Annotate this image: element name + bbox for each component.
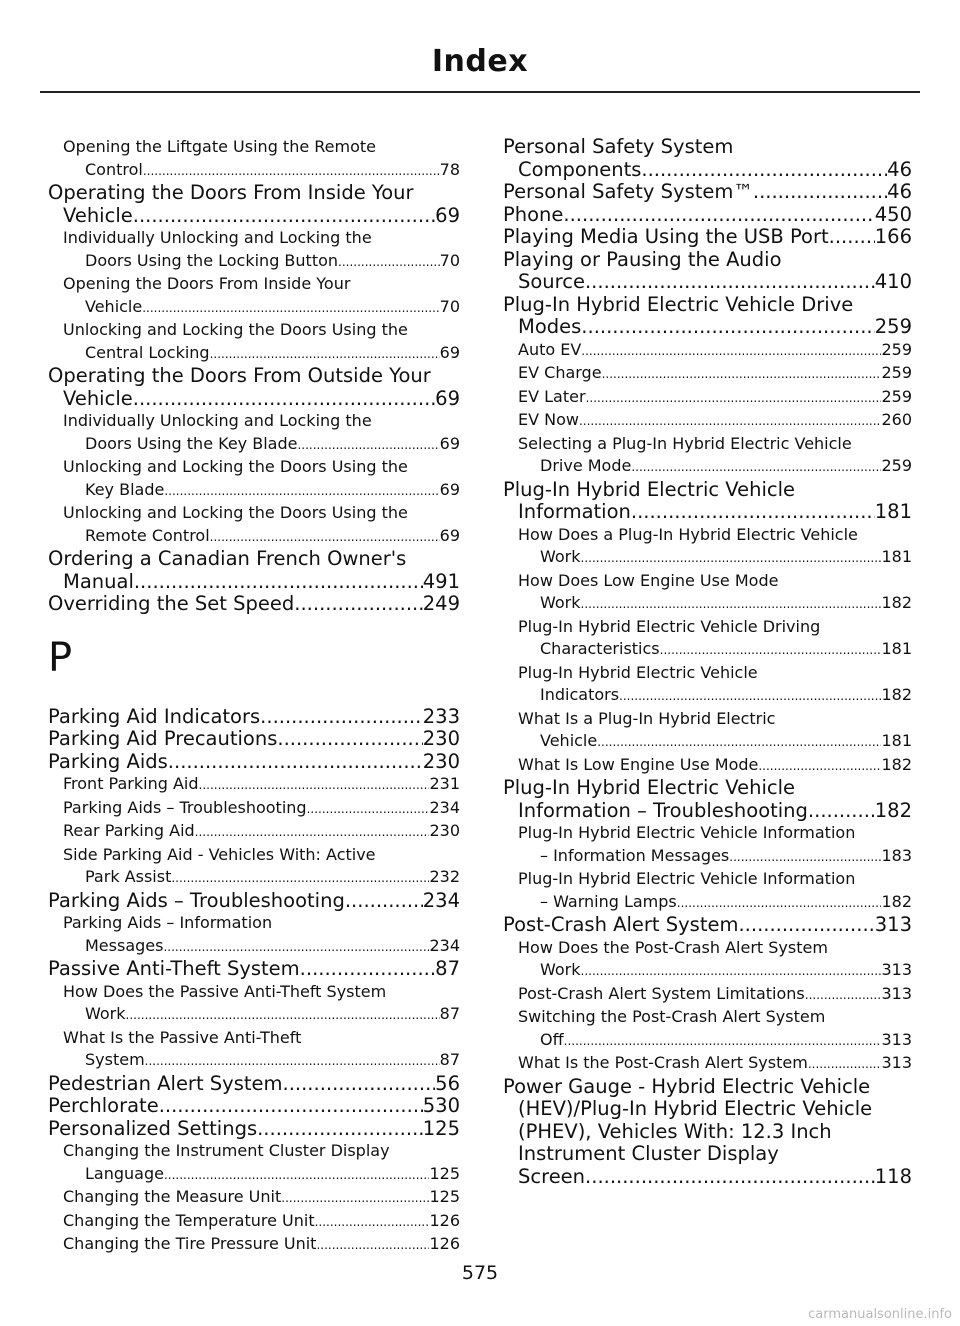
dot-leader	[134, 571, 423, 594]
page-ref[interactable]: 181	[874, 500, 912, 523]
index-subentry[interactable]	[48, 844, 460, 890]
index-subentry[interactable]	[503, 822, 912, 868]
page-ref[interactable]: 230	[429, 821, 460, 840]
index-subentry[interactable]	[48, 410, 460, 456]
page-ref[interactable]: 230	[422, 727, 460, 750]
dot-leader	[729, 846, 881, 869]
index-entry[interactable]	[48, 1118, 460, 1141]
dot-leader	[602, 363, 882, 386]
page-ref[interactable]: 125	[429, 1163, 460, 1183]
entry-text: Plug-In Hybrid Electric Vehicle Information	[518, 869, 856, 888]
entry-text: Indicators	[540, 685, 620, 704]
entry-text: Individually Unlocking and Locking the	[63, 411, 372, 430]
dot-leader	[171, 867, 429, 890]
dot-leader	[277, 728, 422, 751]
page-ref[interactable]: 181	[881, 639, 912, 658]
entry-text: Ordering a Canadian French Owner's	[48, 547, 407, 570]
entry-text: EV Later	[518, 386, 586, 406]
dot-leader	[164, 480, 439, 503]
entry-text: Power Gauge - Hybrid Electric Vehicle	[503, 1074, 871, 1098]
entry-text: Playing or Pausing the Audio	[503, 247, 782, 271]
dot-leader	[631, 501, 875, 524]
index-entry[interactable]	[503, 136, 912, 181]
index-subentry[interactable]	[48, 456, 460, 502]
dot-leader	[586, 387, 882, 410]
dot-leader	[738, 914, 874, 937]
page-ref[interactable]: 70	[439, 250, 460, 270]
entry-text: Post-Crash Alert System Limitations	[518, 983, 805, 1003]
page-ref[interactable]: 233	[422, 704, 460, 728]
entry-text: Unlocking and Locking the Doors Using the	[63, 320, 408, 339]
index-subentry[interactable]	[503, 1006, 912, 1052]
entry-text: Front Parking Aid	[63, 774, 199, 793]
entry-text: System	[85, 1050, 145, 1069]
entry-text: Plug-In Hybrid Electric Vehicle	[518, 662, 758, 682]
entry-text: Work	[540, 547, 581, 566]
entry-text: Parking Aids – Troubleshooting	[63, 797, 307, 817]
index-subentry[interactable]	[503, 1052, 912, 1076]
entry-text: What Is a Plug-In Hybrid Electric	[518, 708, 776, 728]
entry-text: Central Locking	[85, 342, 210, 362]
entry-text: Personal Safety System	[503, 135, 734, 158]
dot-leader	[199, 774, 430, 797]
entry-text: How Does Low Engine Use Mode	[518, 570, 779, 590]
page-ref[interactable]: 69	[439, 433, 460, 453]
page-ref[interactable]: 234	[422, 888, 460, 912]
dot-leader	[631, 456, 881, 479]
watermark: carmanualsonline.info	[808, 1307, 952, 1322]
dot-leader	[753, 181, 887, 204]
entry-text: Plug-In Hybrid Electric Vehicle Drive	[503, 292, 854, 316]
entry-text: Work	[540, 593, 581, 612]
index-entry[interactable]	[503, 914, 912, 937]
page-ref[interactable]: 69	[439, 525, 460, 545]
entry-text: Operating the Doors From Outside Your	[48, 364, 431, 387]
page-number: 575	[461, 1262, 499, 1284]
dot-leader	[210, 343, 440, 366]
entry-text: How Does the Passive Anti-Theft System	[63, 981, 387, 1001]
page-ref[interactable]: 313	[881, 960, 912, 979]
page-ref[interactable]: 125	[422, 1116, 460, 1140]
index-entry[interactable]	[48, 728, 460, 751]
dot-leader	[145, 1050, 440, 1073]
entry-text: Screen	[518, 1164, 586, 1188]
dot-leader	[581, 340, 881, 363]
entry-text: Plug-In Hybrid Electric Vehicle	[503, 776, 796, 799]
dot-leader	[307, 798, 430, 821]
page-ref[interactable]: 249	[422, 592, 460, 615]
index-subentry[interactable]	[48, 1233, 460, 1257]
entry-text: Information	[518, 500, 631, 523]
page-ref[interactable]: 181	[881, 731, 912, 750]
page-ref[interactable]: 313	[881, 1053, 912, 1072]
page-ref[interactable]: 491	[422, 569, 460, 593]
entry-text: Phone	[503, 202, 564, 226]
entry-text: Control	[85, 159, 143, 179]
dot-leader	[159, 1095, 423, 1118]
dot-leader	[195, 821, 430, 844]
page-ref[interactable]: 230	[422, 749, 460, 773]
index-subentry[interactable]	[48, 773, 460, 797]
dot-leader	[297, 434, 439, 457]
entry-text: (HEV)/Plug-In Hybrid Electric Vehicle	[518, 1097, 873, 1120]
page-ref[interactable]: 182	[881, 593, 912, 612]
page-ref[interactable]: 69	[439, 479, 460, 499]
dot-leader	[758, 755, 881, 778]
entry-text: Plug-In Hybrid Electric Vehicle Information	[518, 823, 856, 842]
entry-text: Doors Using the Locking Button	[85, 250, 339, 270]
entry-text: Post-Crash Alert System	[503, 913, 739, 936]
page-ref[interactable]: 126	[429, 1210, 460, 1230]
index-column-right	[503, 136, 912, 1188]
dot-leader	[260, 706, 423, 729]
entry-text: Opening the Doors From Inside Your	[63, 274, 351, 293]
page-ref[interactable]: 259	[881, 386, 912, 406]
dot-leader	[641, 159, 887, 182]
dot-leader	[660, 639, 882, 662]
dot-leader	[143, 160, 440, 183]
page-ref[interactable]: 313	[881, 983, 912, 1003]
entry-text: Pedestrian Alert System	[48, 1071, 283, 1095]
entry-text: Language	[85, 1163, 164, 1183]
dot-leader	[581, 316, 874, 339]
entry-text: Key Blade	[85, 479, 165, 499]
index-subentry[interactable]	[48, 1140, 460, 1186]
page-ref[interactable]: 231	[429, 774, 460, 793]
page-ref[interactable]: 234	[429, 797, 460, 817]
entry-text: Plug-In Hybrid Electric Vehicle Driving	[518, 616, 821, 636]
entry-text: Parking Aids	[48, 749, 168, 773]
entry-text: Vehicle	[540, 731, 598, 750]
page-ref[interactable]: 126	[429, 1234, 460, 1253]
dot-leader	[829, 226, 875, 249]
index-subentry[interactable]	[503, 754, 912, 778]
entry-text: Manual	[63, 569, 134, 593]
index-entry[interactable]	[503, 479, 912, 524]
dot-leader	[808, 1053, 882, 1076]
dot-leader	[564, 1030, 882, 1053]
dot-leader	[597, 731, 881, 754]
dot-leader	[581, 547, 882, 570]
page-ref[interactable]: 259	[881, 456, 912, 475]
dot-leader	[585, 1166, 875, 1189]
entry-text: Remote Control	[85, 525, 210, 545]
entry-text: Plug-In Hybrid Electric Vehicle	[503, 477, 796, 501]
entry-text: Individually Unlocking and Locking the	[63, 228, 372, 247]
index-subentry[interactable]	[503, 409, 912, 433]
entry-text: EV Charge	[518, 363, 602, 382]
page-ref[interactable]: 87	[439, 1050, 460, 1069]
index-subentry[interactable]	[48, 227, 460, 273]
index-entry[interactable]	[503, 1076, 912, 1189]
entry-text: Messages	[85, 935, 164, 955]
index-subentry[interactable]	[48, 502, 460, 548]
index-entry[interactable]	[503, 249, 912, 294]
index-entry[interactable]	[503, 777, 912, 822]
entry-text: Vehicle	[63, 203, 133, 227]
index-entry[interactable]	[48, 548, 460, 593]
page-ref[interactable]: 78	[439, 159, 460, 179]
entry-text: Selecting a Plug-In Hybrid Electric Vehicle	[518, 433, 852, 453]
index-entry[interactable]	[503, 204, 912, 227]
page-ref[interactable]: 182	[874, 798, 912, 822]
index-entry[interactable]	[48, 182, 460, 227]
entry-text: Components	[518, 157, 642, 181]
page-ref[interactable]: 46	[887, 157, 912, 181]
entry-text: Personalized Settings	[48, 1116, 258, 1140]
entry-text: How Does a Plug-In Hybrid Electric Vehicle	[518, 524, 858, 544]
entry-text: How Does the Post-Crash Alert System	[518, 937, 828, 957]
index-entry[interactable]	[48, 890, 460, 913]
page-ref[interactable]: 313	[874, 913, 912, 936]
page-ref[interactable]: 232	[429, 867, 460, 886]
entry-text: Park Assist	[85, 867, 172, 886]
entry-text: Characteristics	[540, 639, 660, 658]
dot-leader	[581, 960, 882, 983]
dot-leader	[338, 251, 440, 274]
entry-text: – Warning Lamps	[540, 891, 677, 911]
index-subentry[interactable]	[48, 1186, 460, 1210]
index-entry[interactable]	[48, 593, 460, 616]
index-subentry[interactable]	[48, 1210, 460, 1234]
index-subentry[interactable]	[48, 319, 460, 365]
entry-text: Passive Anti-Theft System	[48, 957, 300, 980]
page-ref[interactable]: 69	[439, 342, 460, 362]
index-subentry[interactable]	[503, 339, 912, 363]
dot-leader	[315, 1211, 430, 1234]
index-column-left	[48, 136, 460, 1257]
index-subentry[interactable]	[48, 797, 460, 821]
index-subentry[interactable]	[503, 386, 912, 410]
dot-leader	[300, 958, 436, 981]
entry-text: Playing Media Using the USB Port	[503, 225, 829, 248]
index-entry[interactable]	[503, 294, 912, 339]
entry-text: Parking Aid Precautions	[48, 727, 278, 750]
page-ref[interactable]: 181	[881, 547, 912, 566]
index-entry[interactable]	[48, 1073, 460, 1096]
dot-leader	[345, 890, 423, 913]
page-title: Index	[431, 44, 529, 79]
entry-text: Work	[85, 1004, 126, 1023]
page-ref[interactable]: 260	[881, 410, 912, 429]
page-ref[interactable]: 87	[439, 1004, 460, 1023]
dot-leader	[805, 984, 882, 1007]
entry-text: Off	[540, 1029, 564, 1049]
dot-leader	[163, 936, 429, 959]
page-ref[interactable]: 259	[881, 339, 912, 359]
page-ref[interactable]: 69	[435, 203, 460, 227]
entry-text: Operating the Doors From Inside Your	[48, 181, 414, 204]
dot-leader	[281, 1187, 429, 1210]
entry-text: Auto EV	[518, 339, 582, 359]
index-entry[interactable]	[48, 706, 460, 729]
page-ref[interactable]: 118	[874, 1164, 912, 1188]
entry-text: Parking Aid Indicators	[48, 704, 261, 728]
entry-text: What Is Low Engine Use Mode	[518, 754, 759, 774]
page-ref[interactable]: 69	[435, 386, 460, 410]
index-subentry[interactable]	[48, 273, 460, 319]
section-letter: P	[48, 634, 73, 681]
dot-leader	[316, 1234, 429, 1257]
entry-text: Unlocking and Locking the Doors Using the	[63, 503, 408, 522]
page-ref[interactable]: 166	[874, 225, 912, 248]
index-subentry[interactable]	[48, 912, 460, 958]
entry-text: What Is the Post-Crash Alert System	[518, 1053, 808, 1072]
page-ref[interactable]: 450	[874, 202, 912, 226]
index-subentry[interactable]	[503, 868, 912, 914]
entry-text: What Is the Passive Anti-Theft	[63, 1027, 302, 1047]
page-ref[interactable]: 259	[881, 363, 912, 382]
index-subentry[interactable]	[503, 662, 912, 708]
dot-leader	[581, 593, 882, 616]
entry-text: Opening the Liftgate Using the Remote	[63, 137, 377, 156]
entry-text: Source	[518, 270, 585, 293]
entry-text: Work	[540, 960, 581, 979]
entry-text: Perchlorate	[48, 1094, 159, 1117]
entry-text: Modes	[518, 315, 582, 338]
entry-text: Parking Aids – Information	[63, 913, 273, 932]
entry-text: EV Now	[518, 410, 579, 429]
entry-text: Switching the Post-Crash Alert System	[518, 1007, 826, 1026]
index-subentry[interactable]	[503, 708, 912, 754]
page-ref[interactable]: 183	[881, 845, 912, 865]
entry-text: Rear Parking Aid	[63, 821, 195, 840]
entry-text: – Information Messages	[540, 845, 730, 865]
dot-leader	[168, 751, 423, 774]
entry-text: Vehicle	[85, 296, 143, 316]
index-subentry[interactable]	[48, 1027, 460, 1073]
entry-text: Changing the Temperature Unit	[63, 1210, 315, 1230]
page-ref[interactable]: 259	[874, 315, 912, 338]
index-entry[interactable]	[503, 226, 912, 249]
entry-text: (PHEV), Vehicles With: 12.3 Inch	[518, 1119, 832, 1143]
dot-leader	[808, 800, 875, 823]
dot-leader	[677, 892, 882, 915]
page-ref[interactable]: 182	[881, 754, 912, 774]
dot-leader	[283, 1073, 436, 1096]
dot-leader	[133, 205, 435, 228]
dot-leader	[585, 271, 875, 294]
dot-leader	[257, 1118, 423, 1141]
page-ref[interactable]: 182	[881, 891, 912, 911]
page-ref[interactable]: 46	[887, 180, 912, 203]
index-subentry[interactable]	[503, 362, 912, 386]
entry-text: Side Parking Aid - Vehicles With: Active	[63, 844, 376, 864]
entry-text: Changing the Measure Unit	[63, 1187, 282, 1206]
entry-text: Instrument Cluster Display	[518, 1142, 779, 1165]
entry-text: Doors Using the Key Blade	[85, 433, 298, 453]
index-subentry[interactable]	[48, 136, 460, 182]
index-entry[interactable]	[48, 958, 460, 981]
entry-text: Unlocking and Locking the Doors Using the	[63, 457, 408, 476]
dot-leader	[210, 526, 440, 549]
page-ref[interactable]: 313	[881, 1029, 912, 1049]
index-subentry[interactable]	[48, 981, 460, 1027]
entry-text: Drive Mode	[540, 456, 632, 475]
dot-leader	[294, 593, 422, 616]
entry-text: Parking Aids – Troubleshooting	[48, 888, 345, 912]
page-ref[interactable]: 125	[429, 1187, 460, 1206]
dot-leader	[619, 685, 881, 708]
entry-text: Changing the Instrument Cluster Display	[63, 1141, 390, 1160]
page-ref[interactable]: 530	[422, 1094, 460, 1117]
index-subentry[interactable]	[503, 433, 912, 479]
dot-leader	[164, 1164, 429, 1187]
page-ref[interactable]: 410	[874, 270, 912, 293]
title-divider	[40, 91, 920, 93]
index-subentry[interactable]	[503, 570, 912, 616]
entry-text: Vehicle	[63, 386, 133, 410]
dot-leader	[133, 388, 435, 411]
index-subentry[interactable]	[48, 820, 460, 844]
dot-leader	[126, 1004, 440, 1027]
entry-text: Changing the Tire Pressure Unit	[63, 1234, 317, 1253]
index-entry[interactable]	[48, 365, 460, 410]
entry-text: Overriding the Set Speed	[48, 592, 295, 615]
index-entry[interactable]	[48, 1095, 460, 1118]
entry-text: Personal Safety System™	[503, 180, 753, 203]
index-subentry[interactable]	[503, 616, 912, 662]
index-subentry[interactable]	[503, 937, 912, 983]
entry-text: Information – Troubleshooting	[518, 798, 808, 822]
page-ref[interactable]: 87	[435, 957, 460, 980]
page-ref[interactable]: 234	[429, 935, 460, 955]
index-subentry[interactable]	[503, 524, 912, 570]
index-subentry[interactable]	[503, 983, 912, 1007]
dot-leader	[563, 204, 874, 227]
dot-leader	[579, 410, 881, 433]
dot-leader	[142, 297, 439, 320]
page-ref[interactable]: 56	[435, 1071, 460, 1095]
index-entry[interactable]	[503, 181, 912, 204]
index-entry[interactable]	[48, 751, 460, 774]
page-ref[interactable]: 70	[439, 296, 460, 316]
page-ref[interactable]: 182	[881, 685, 912, 704]
